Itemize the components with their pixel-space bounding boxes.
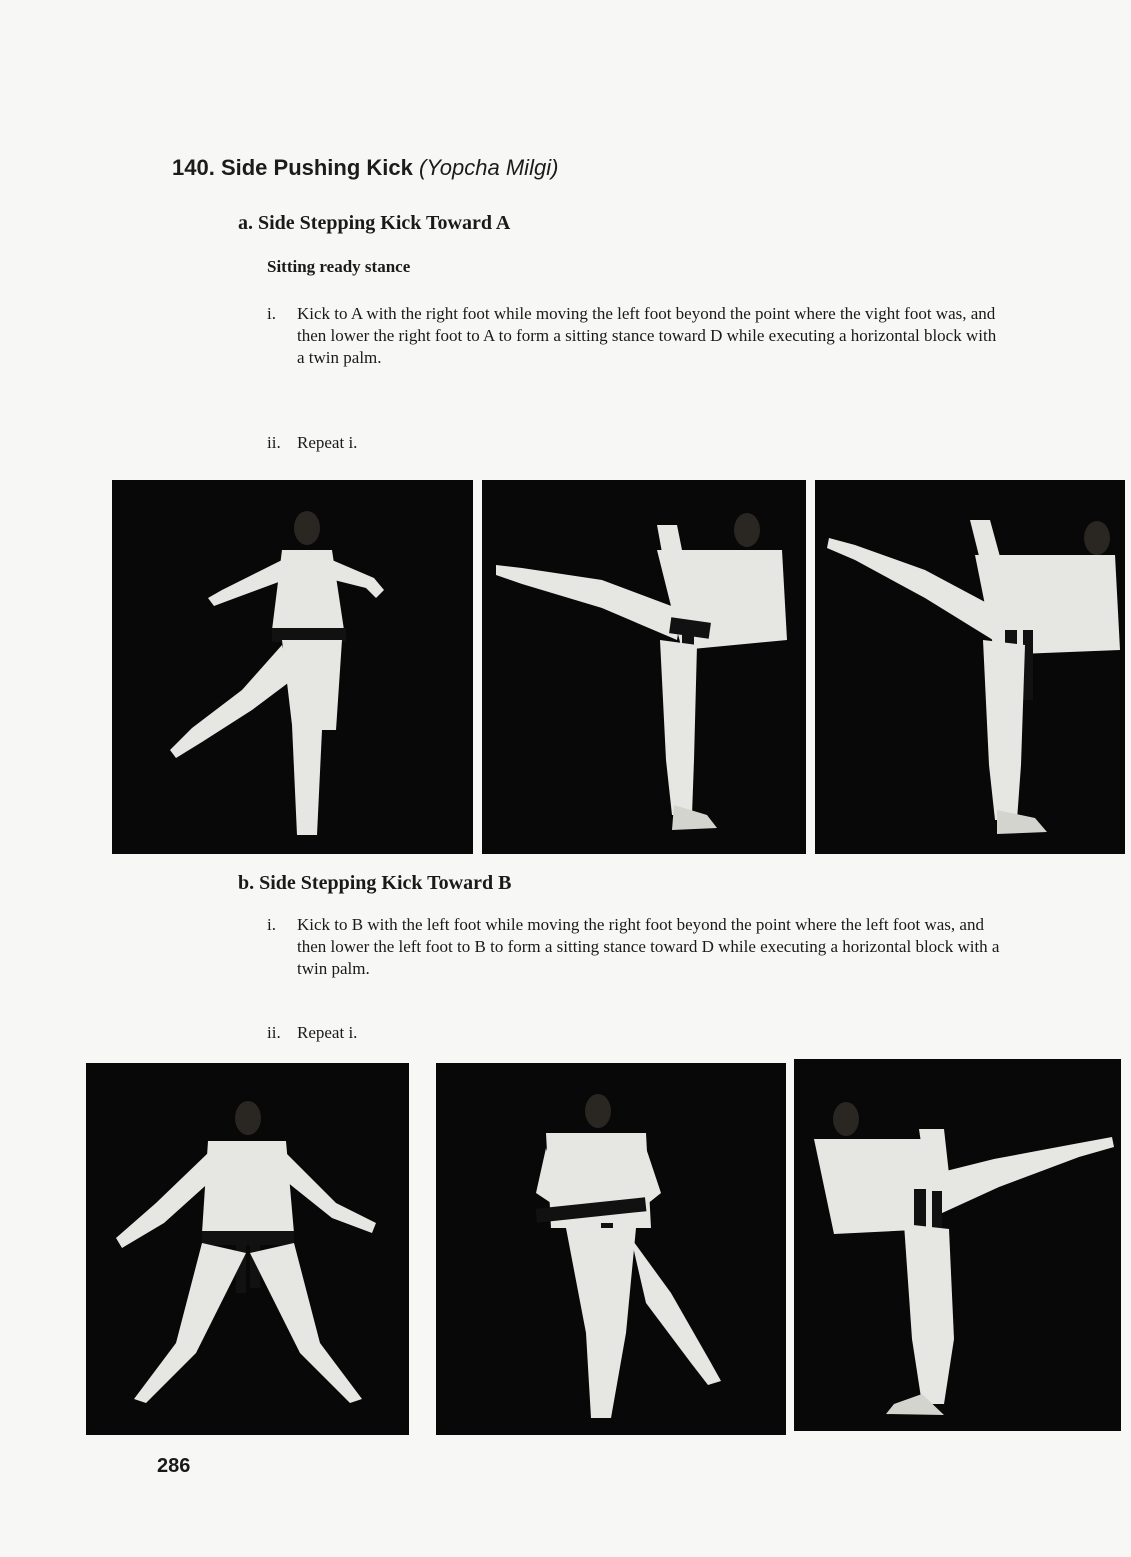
step-text: Repeat i.: [297, 433, 358, 452]
step-text: Repeat i.: [297, 1023, 358, 1042]
step-number: i.: [267, 915, 276, 934]
step-number: i.: [267, 304, 276, 323]
section-a-step-1: [267, 303, 1007, 369]
section-a-heading: a. Side Stepping Kick Toward A: [238, 212, 511, 234]
section-a-stance: Sitting ready stance: [267, 257, 411, 276]
step-text: Kick to B with the left foot while moving the right foot beyond the point where the left foot was, and then lower the left foot to B to form a sitting stance toward D while executing a horizontal block with a twin palm.: [297, 915, 1000, 978]
page-title: [172, 155, 558, 181]
section-b-step-1: [267, 914, 1007, 980]
section-a-step-2: [267, 432, 1007, 454]
section-b-heading: b. Side Stepping Kick Toward B: [238, 872, 512, 894]
page-number: 286: [157, 1455, 191, 1477]
title-subtitle: (Yopcha Milgi): [419, 155, 559, 180]
step-text: Kick to A with the right foot while moving the left foot beyond the point where the vight foot was, and then lower the right foot to A to form a sitting stance toward D while executing a horizontal block with a twin palm.: [297, 304, 997, 367]
photo-a-3: [815, 480, 1125, 854]
photo-b-1: [86, 1063, 409, 1435]
step-number: ii.: [267, 1023, 281, 1042]
photo-a-1: [112, 480, 473, 854]
title-main: Side Pushing Kick: [220, 155, 413, 180]
step-number: ii.: [267, 433, 281, 452]
photo-a-2: [482, 480, 806, 854]
photo-b-2: [436, 1063, 786, 1435]
section-b-step-2: [267, 1022, 1007, 1044]
photo-b-3: [794, 1059, 1121, 1431]
title-number: 140.: [172, 155, 215, 180]
